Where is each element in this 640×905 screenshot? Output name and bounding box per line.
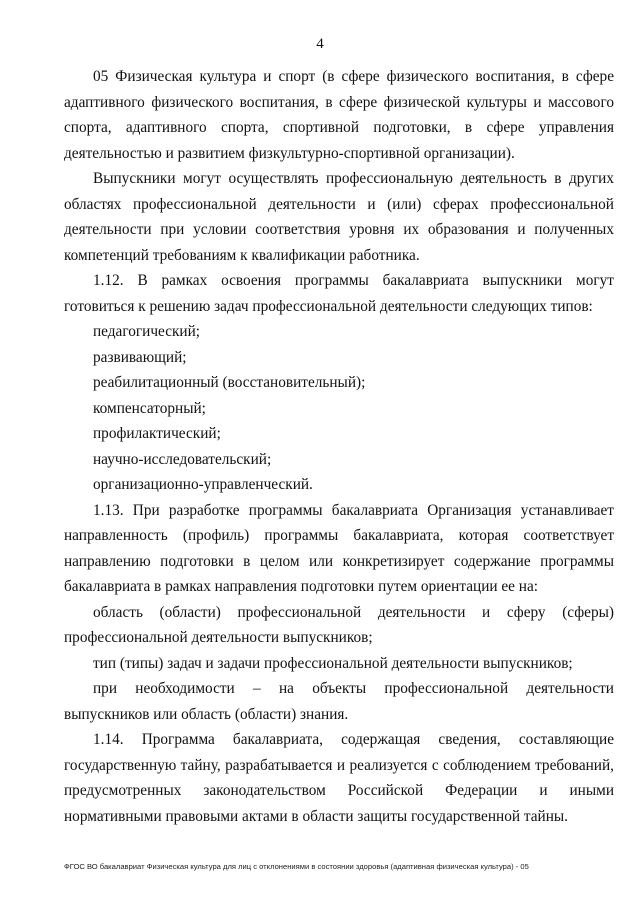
list-item-task-type: компенсаторный; (93, 399, 206, 417)
page-number: 4 (316, 36, 324, 52)
paragraph-other-fields: Выпускники могут осуществлять профессиональную деятельность в других областях профессиональной деятельности и (или) сферах профессиональной деятельности при условии соответствия уровня их образования и полученных компетенций требованиям к квалификации работника. (64, 170, 614, 264)
list-item-task-type: научно-исследовательский; (93, 450, 272, 468)
page-footer: ФГОС ВО бакалавриат Физическая культура для лиц с отклонениями в состоянии здоровья (адаптивная физическая культура) - 05 (64, 862, 529, 871)
list-item-task-type: организационно-управленческий. (93, 476, 313, 493)
paragraph-field-of-activity: 05 Физическая культура и спорт (в сфере физического воспитания, в сфере адаптивного физического воспитания, в сфере физической культуры и массового спорта, адаптивного спорта, спортивной подготовки, в сфере управления деятельностью и развитием физкультурно-спортивной организации). (64, 68, 614, 162)
list-item-task-type: реабилитационный (восстановительный); (93, 374, 366, 391)
paragraph-orientation-area: область (области) профессиональной деятельности и сферу (сферы) профессиональной деятельности выпускников; (64, 603, 614, 646)
paragraph-1-13: 1.13. При разработке программы бакалавриата Организация устанавливает направленность (профиль) программы бакалавриата, которая соответствует направлению подготовки в целом или конкретизирует содержание программы бакалавриата в рамках направления подготовки путем ориентации ее на: (64, 501, 614, 595)
list-item-task-type: педагогический; (93, 323, 201, 340)
document-body (64, 64, 614, 829)
list-item-task-type: развивающий; (93, 348, 187, 366)
paragraph-1-14: 1.14. Программа бакалавриата, содержащая сведения, составляющие государственную тайну, разрабатывается и реализуется с соблюдением требований, предусмотренных законодательством Российской Федерации и иными нормативными правовыми актами в области защиты государственной тайны. (64, 731, 614, 825)
list-item-task-type: профилактический; (93, 425, 221, 442)
paragraph-orientation-objects: при необходимости – на объекты профессиональной деятельности выпускников или область (области) знания. (64, 680, 614, 723)
paragraph-1-12: 1.12. В рамках освоения программы бакалавриата выпускники могут готовиться к решению задач профессиональной деятельности следующих типов: (64, 272, 614, 315)
paragraph-orientation-tasks: тип (типы) задач и задачи профессиональной деятельности выпускников; (93, 654, 573, 672)
